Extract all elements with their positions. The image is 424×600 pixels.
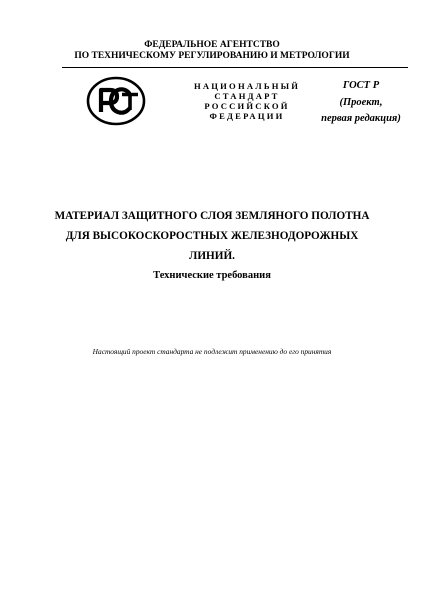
document-subtitle: Технические требования <box>153 270 271 281</box>
draft-notice: Настоящий проект стандарта не подлежит применению до его принятия <box>92 347 332 356</box>
rst-logo <box>86 76 146 126</box>
national-standard-line4: ФЕДЕРАЦИИ <box>209 111 285 121</box>
document-title-line3: ЛИНИЙ. <box>189 250 235 262</box>
gost-status-line1: (Проект, <box>339 97 383 108</box>
agency-name-line1: ФЕДЕРАЛЬНОЕ АГЕНТСТВО <box>144 40 280 50</box>
document-title-line1: МАТЕРИАЛ ЗАЩИТНОГО СЛОЯ ЗЕМЛЯНОГО ПОЛОТНА <box>54 210 370 222</box>
national-standard-line3: РОССИЙСКОЙ <box>204 101 290 111</box>
gost-status-line2: первая редакция) <box>321 113 401 124</box>
header-divider <box>62 67 408 68</box>
gost-code: ГОСТ Р <box>342 80 380 91</box>
national-standard-line2: СТАНДАРТ <box>214 91 280 101</box>
agency-name-line2: ПО ТЕХНИЧЕСКОМУ РЕГУЛИРОВАНИЮ И МЕТРОЛОГИИ <box>74 51 350 61</box>
national-standard-line1: НАЦИОНАЛЬНЫЙ <box>194 81 301 91</box>
document-title-line2: ДЛЯ ВЫСОКОСКОРОСТНЫХ ЖЕЛЕЗНОДОРОЖНЫХ <box>65 230 359 242</box>
